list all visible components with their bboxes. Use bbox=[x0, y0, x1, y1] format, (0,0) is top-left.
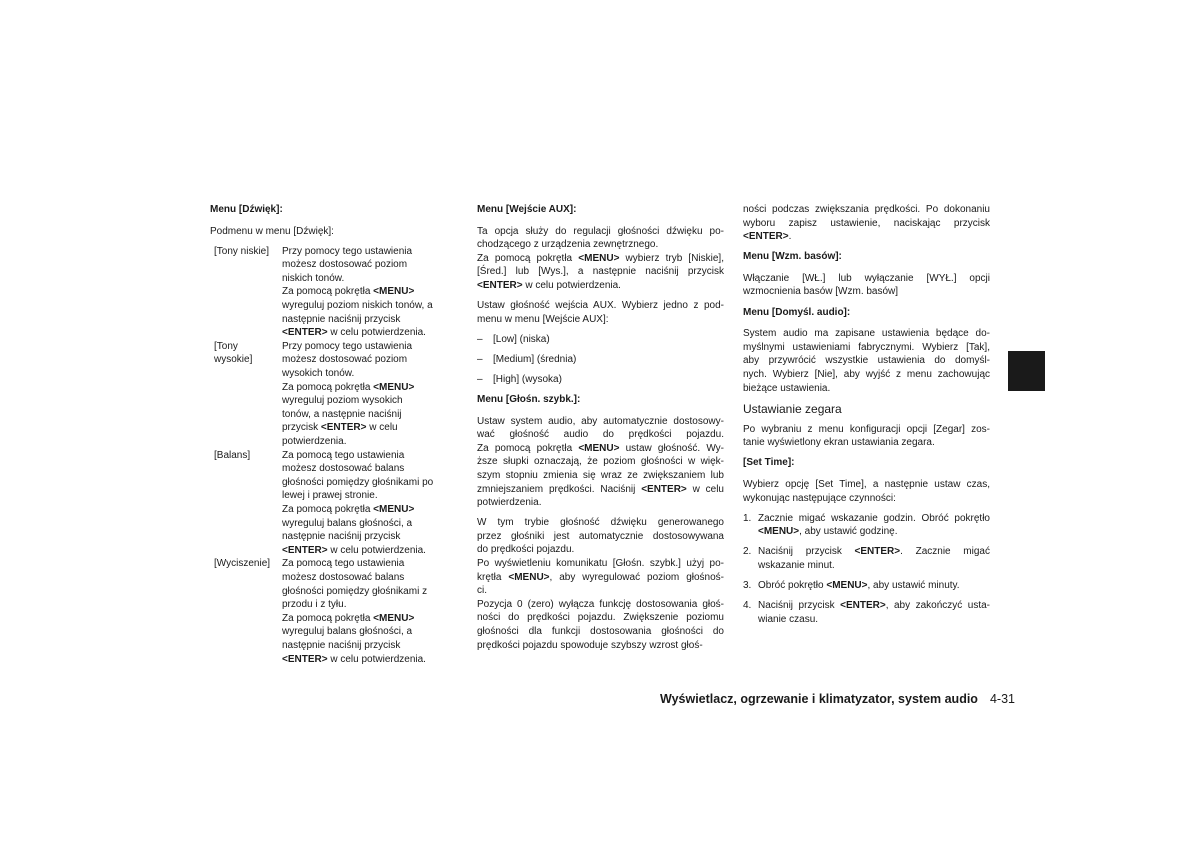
text-line: wyboru zapisz ustawienie, naciskając przycisk bbox=[743, 217, 990, 229]
text-line: prędkości pojazdu spowoduje szybszy wzrost głoś- bbox=[477, 639, 703, 651]
paragraph bbox=[743, 478, 990, 505]
setting-row bbox=[210, 245, 455, 340]
text-line: Za pomocą pokrętła <MENU> bbox=[282, 503, 415, 515]
text-line: wyreguluj balans głośności, a bbox=[282, 517, 413, 529]
text-line: Włączanie [WŁ.] lub wyłączanie [WYŁ.] opcji bbox=[743, 272, 990, 284]
section-heading-sound: Menu [Dźwięk]: bbox=[210, 204, 283, 215]
column-left bbox=[210, 203, 455, 666]
text-line: <ENTER> w celu potwierdzenia. bbox=[282, 544, 426, 556]
text-line: ci. bbox=[477, 585, 487, 597]
text-line: wysokich tonów. bbox=[282, 368, 355, 380]
text-line: głośności pomiędzy głośnikami po bbox=[282, 476, 434, 488]
paragraph bbox=[743, 327, 990, 395]
page-number: 4-31 bbox=[989, 692, 1015, 706]
text-line: przycisk <ENTER> w celu bbox=[282, 422, 398, 434]
text-line: wyreguluj poziom niskich tonów, a bbox=[282, 300, 433, 312]
text-line: możesz dostosować balans bbox=[282, 463, 405, 475]
paragraph bbox=[743, 423, 990, 450]
paragraph bbox=[477, 225, 724, 293]
text-line: wyreguluj balans głośności, a bbox=[282, 626, 413, 638]
text-line: bieżące ustawienia. bbox=[743, 382, 831, 394]
text-line: <ENTER> w celu potwierdzenia. bbox=[282, 327, 426, 339]
setting-description bbox=[282, 245, 455, 340]
text-line: Ta opcja służy do regulacji głośności dźwięku po- bbox=[477, 225, 724, 237]
paragraph bbox=[743, 272, 990, 299]
step-text bbox=[758, 579, 990, 593]
text-line: <ENTER> w celu potwierdzenia. bbox=[282, 653, 426, 665]
list-item bbox=[477, 353, 724, 367]
text-line: potwierdzenia. bbox=[282, 436, 347, 447]
setting-name bbox=[210, 449, 282, 558]
dash-marker: – bbox=[477, 333, 483, 345]
text-line: Zacznie migać wskazanie godzin. Obróć pokrętło bbox=[758, 512, 990, 524]
text-line: potwierdzenia. bbox=[477, 497, 542, 509]
text-line: Naciśnij przycisk <ENTER>. Zacznie migać bbox=[758, 546, 990, 558]
section-heading-default-audio: Menu [Domyśl. audio]: bbox=[743, 306, 851, 318]
option-high: [High] (wysoka) bbox=[493, 373, 562, 385]
text-line: [Śred.] lub [Wys.], a następnie naciśnij przycisk bbox=[477, 266, 724, 278]
text-line: Za pomocą tego ustawienia bbox=[282, 449, 405, 461]
text-line: ności podczas zwiększania prędkości. Po dokonaniu bbox=[743, 204, 990, 215]
text-line: możesz dostosować poziom bbox=[282, 259, 408, 271]
setting-name bbox=[210, 245, 282, 340]
page-footer bbox=[660, 692, 1015, 706]
text-line: Za pomocą pokrętła <MENU> bbox=[282, 381, 415, 393]
step-item bbox=[743, 545, 990, 572]
paragraph bbox=[477, 415, 724, 510]
step-item bbox=[743, 599, 990, 626]
setting-row bbox=[210, 449, 455, 558]
text-line: szym stopniu zmienia się wraz ze zwiększaniem lub bbox=[477, 470, 724, 481]
footer-chapter-title: Wyświetlacz, ogrzewanie i klimatyzator, system audio bbox=[660, 692, 978, 706]
text-line: Wybierz opcję [Set Time], a następnie ustaw czas, bbox=[743, 478, 990, 490]
text-line: [Balans] bbox=[214, 449, 251, 461]
step-item bbox=[743, 512, 990, 539]
text-line: tanie wyświetlony ekran ustawiania zegara. bbox=[743, 437, 935, 449]
setting-description bbox=[282, 449, 455, 558]
subsection-title-clock: Ustawianie zegara bbox=[743, 401, 842, 416]
paragraph bbox=[477, 299, 724, 326]
text-line: Naciśnij przycisk <ENTER>, aby zakończyć usta- bbox=[758, 600, 991, 612]
text-line: zmniejszaniem prędkości. Naciśnij <ENTER> w celu bbox=[477, 483, 724, 495]
step-number: 4. bbox=[743, 600, 752, 612]
dash-marker: – bbox=[477, 373, 483, 385]
text-line: Ustaw głośność wejścia AUX. Wybierz jedno z pod- bbox=[477, 300, 724, 312]
chapter-tab-marker bbox=[1008, 351, 1045, 391]
text-line: aby przywrócić wszystkie ustawienia do domyśl- bbox=[743, 355, 990, 367]
text-line: głośności pomiędzy głośnikami z bbox=[282, 585, 428, 597]
text-line: Za pomocą pokrętła <MENU> bbox=[282, 286, 415, 298]
text-line: Za pomocą pokrętła <MENU> bbox=[282, 612, 415, 624]
step-number: 2. bbox=[743, 546, 752, 558]
text-line: Obróć pokrętło <MENU>, aby ustawić minuty. bbox=[758, 579, 960, 591]
text-line: W tym trybie głośność dźwięku generowanego bbox=[477, 517, 724, 529]
text-line: <MENU>, aby ustawić godzinę. bbox=[758, 526, 898, 538]
list-item bbox=[477, 373, 724, 387]
setting-name bbox=[210, 340, 282, 449]
section-heading-set-time: [Set Time]: bbox=[743, 457, 795, 469]
section-heading-bass-boost: Menu [Wzm. basów]: bbox=[743, 251, 842, 263]
text-line: menu w menu [Wejście AUX]: bbox=[477, 313, 609, 325]
step-number: 1. bbox=[743, 512, 752, 524]
set-time-steps bbox=[743, 512, 990, 627]
dash-marker: – bbox=[477, 353, 483, 365]
text-line: następnie naciśnij przycisk bbox=[282, 531, 401, 543]
sound-submenu-intro: Podmenu w menu [Dźwięk]: bbox=[210, 225, 334, 237]
setting-description bbox=[282, 557, 455, 666]
text-line: wianie czasu. bbox=[758, 613, 819, 625]
text-line: Za pomocą pokrętła <MENU> wybierz tryb [Niskie], bbox=[477, 252, 724, 264]
text-line: wyreguluj poziom wysokich bbox=[282, 395, 403, 407]
step-text bbox=[758, 545, 990, 572]
text-line: wać głośność audio do prędkości pojazdu. bbox=[477, 429, 724, 441]
text-line: [Tony bbox=[214, 340, 238, 352]
text-line: Przy pomocy tego ustawienia bbox=[282, 340, 413, 352]
sound-settings-list bbox=[210, 245, 455, 666]
text-line: tonów, a następnie naciśnij bbox=[282, 408, 402, 420]
column-right bbox=[743, 203, 990, 633]
text-line: ższe słupki oznaczają, że poziom głośności w więk- bbox=[477, 456, 724, 468]
text-line: myślnymi ustawieniami fabrycznymi. Wybierz [Tak], bbox=[743, 341, 990, 353]
paragraph bbox=[743, 203, 990, 244]
text-line: nych. Wybierz [Nie], aby wyjść z menu zachowując bbox=[743, 368, 990, 380]
text-line: głośności dla funkcji dostosowania głośności do bbox=[477, 626, 724, 638]
text-line: następnie naciśnij przycisk bbox=[282, 639, 401, 651]
step-number: 3. bbox=[743, 579, 752, 591]
text-line: możesz dostosować balans bbox=[282, 571, 405, 583]
text-line: lewej i prawej stronie. bbox=[282, 490, 378, 502]
text-line: przodu i z tyłu. bbox=[282, 599, 347, 611]
option-medium: [Medium] (średnia) bbox=[493, 353, 577, 365]
text-line: Po wyświetleniu komunikatu [Głośn. szybk.] użyj po- bbox=[477, 558, 724, 570]
setting-description bbox=[282, 340, 455, 449]
text-line: [Wyciszenie] bbox=[214, 558, 271, 570]
text-line: wykonując następujące czynności: bbox=[743, 492, 896, 504]
text-line: Za pomocą tego ustawienia bbox=[282, 558, 405, 570]
setting-row bbox=[210, 557, 455, 666]
text-line: chodzącego z urządzenia zewnętrznego. bbox=[477, 239, 659, 251]
step-text bbox=[758, 599, 990, 626]
setting-name bbox=[210, 557, 282, 666]
text-line: możesz dostosować poziom bbox=[282, 354, 408, 366]
text-line: ności do prędkości pojazdu. Zwiększenie poziomu bbox=[477, 612, 724, 624]
text-line: przez głośniki jest automatycznie dostosowywana bbox=[477, 530, 724, 542]
section-heading-speed-volume: Menu [Głośn. szybk.]: bbox=[477, 394, 581, 406]
text-line: Przy pomocy tego ustawienia bbox=[282, 245, 413, 257]
text-line: krętła <MENU>, aby wyregulować poziom głośnoś- bbox=[477, 571, 724, 583]
step-text bbox=[758, 512, 990, 539]
option-low: [Low] (niska) bbox=[493, 333, 550, 345]
column-middle bbox=[477, 203, 724, 659]
section-heading-aux: Menu [Wejście AUX]: bbox=[477, 204, 577, 215]
text-line: <ENTER> w celu potwierdzenia. bbox=[477, 279, 621, 291]
text-line: Pozycja 0 (zero) wyłącza funkcję dostosowania głoś- bbox=[477, 598, 724, 610]
paragraph bbox=[477, 516, 724, 652]
text-line: Po wybraniu z menu konfiguracji opcji [Zegar] zos- bbox=[743, 423, 990, 435]
text-line: niskich tonów. bbox=[282, 272, 345, 284]
list-item bbox=[477, 333, 724, 347]
text-line: wzmocnienia basów [Wzm. basów] bbox=[743, 286, 899, 298]
step-item bbox=[743, 579, 990, 593]
text-line: do prędkości pojazdu. bbox=[477, 544, 575, 556]
text-line: Ustaw system audio, aby automatycznie dostosowy- bbox=[477, 415, 724, 427]
text-line: następnie naciśnij przycisk bbox=[282, 313, 401, 325]
text-line: wskazanie minut. bbox=[758, 559, 835, 571]
text-line: Za pomocą pokrętła <MENU> ustaw głośność. Wy- bbox=[477, 442, 724, 454]
setting-row bbox=[210, 340, 455, 449]
text-line: wysokie] bbox=[214, 354, 253, 366]
text-line: System audio ma zapisane ustawienia będące do- bbox=[743, 328, 990, 340]
text-line: [Tony niskie] bbox=[214, 245, 270, 257]
text-line: <ENTER>. bbox=[743, 231, 792, 243]
